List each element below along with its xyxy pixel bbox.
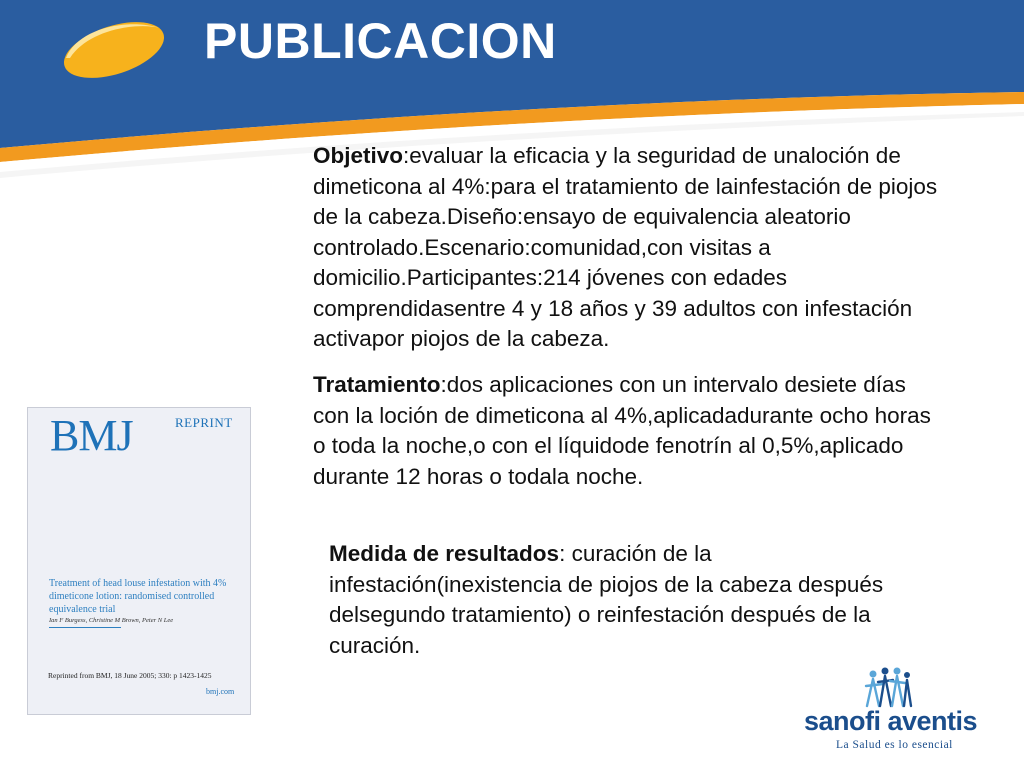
- medida-paragraph: [329, 539, 899, 661]
- orange-swoosh-icon: [58, 14, 170, 84]
- objetivo-label: Objetivo: [313, 143, 404, 168]
- bmj-reprint-cover: [27, 407, 251, 715]
- sanofi-aventis-wordmark: sanofi aventis: [804, 706, 978, 736]
- tratamiento-text: :dos aplicaciones con un intervalo desiete días con la loción de dimeticona al 4%,aplicadadurante ocho horas o toda la noche,o con el líquidode fenotrín al 0,5%,aplicado durante 12 horas o todala noche.: [313, 372, 931, 489]
- sanofi-tagline: La Salud es lo esencial: [836, 739, 953, 751]
- objetivo-paragraph: [313, 141, 963, 355]
- bmj-url: bmj.com: [206, 687, 235, 696]
- bmj-divider: [49, 627, 121, 628]
- bmj-reprinted-note: Reprinted from BMJ, 18 June 2005; 330: p 1423-1425: [48, 671, 212, 680]
- tratamiento-paragraph: [313, 370, 933, 492]
- bmj-authors: Ian F Burgess, Christine M Brown, Peter N Lee: [49, 617, 174, 624]
- objetivo-text: :evaluar la eficacia y la seguridad de unaloción de dimeticona al 4%:para el tratamiento de lainfestación de piojos de la cabeza.Diseño:ensayo de equivalencia aleatorio controlado.Escenario:comunidad,con visitas a domicilio.Participantes:214 jóvenes con edades comprendidasentre 4 y 18 años y 39 adultos con infestación activapor piojos de la cabeza.: [313, 143, 938, 351]
- medida-text: : curación de la infestación(inexistencia de piojos de la cabeza después delsegundo tratamiento) o reinfestación después de la curación.: [329, 541, 884, 658]
- sanofi-aventis-logo: [798, 666, 994, 758]
- bmj-reprint-label: REPRINT: [175, 415, 233, 430]
- page-title: PUBLICACION: [204, 13, 557, 69]
- tratamiento-label: Tratamiento: [313, 372, 441, 397]
- people-figures-icon: [863, 666, 913, 710]
- bmj-logo: BMJ: [50, 411, 133, 460]
- medida-label: Medida de resultados: [329, 541, 560, 566]
- bmj-paper-title: Treatment of head louse infestation with 4% dimeticone lotion: randomised controlled equivalence trial: [49, 578, 227, 615]
